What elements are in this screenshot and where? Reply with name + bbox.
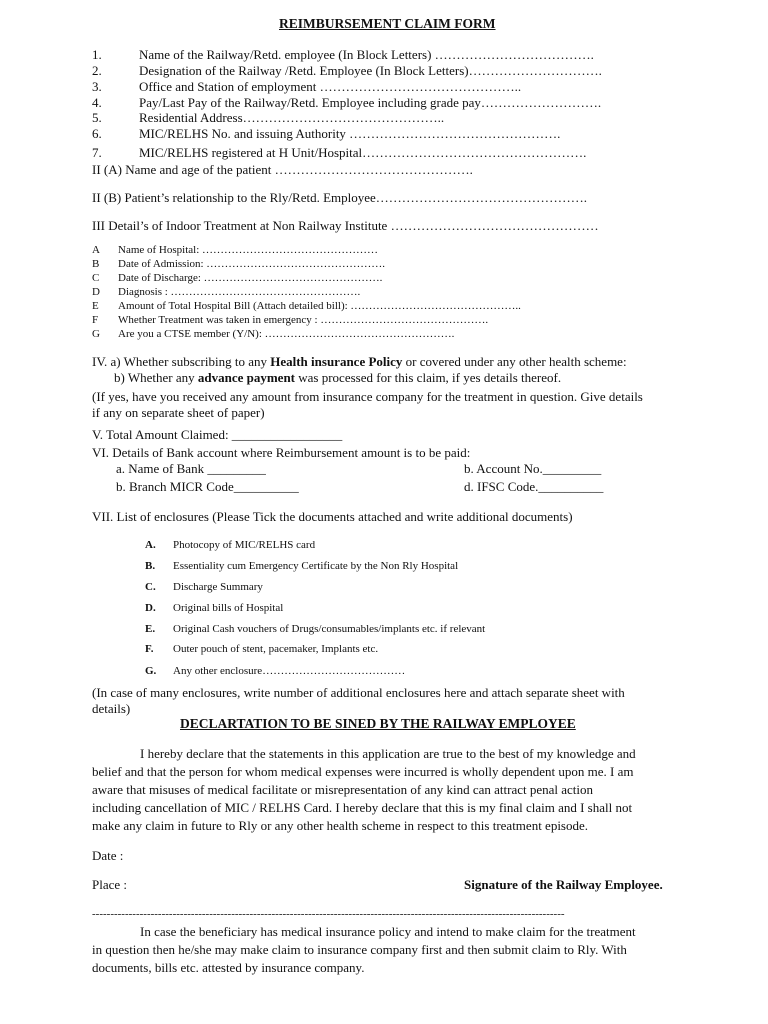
field-account-no: b. Account No._________ [464, 461, 602, 476]
enclosure-letter: F. [145, 643, 154, 655]
enclosure-item: Essentiality cum Emergency Certificate by the Non Rly Hospital [173, 560, 459, 572]
field-patient-relationship: II (B) Patient’s relationship to the Rly/Retd. Employee…………………………………………. [92, 190, 588, 205]
field-designation: Designation of the Railway /Retd. Employee (In Block Letters)…………………………. [139, 63, 602, 78]
declaration-title: DECLARTATION TO BE SINED BY THE RAILWAY EMPLOYEE [180, 716, 576, 731]
item-number: 6. [92, 126, 102, 141]
enclosure-item: Original Cash vouchers of Drugs/consumables/implants etc. if relevant [173, 623, 486, 635]
question-health-insurance [92, 354, 627, 370]
item-number: 2. [92, 63, 102, 78]
field-office-station: Office and Station of employment ……………………………………….. [139, 79, 522, 94]
field-ctse-member: Are you a CTSE member (Y/N): ……………………………………………. [118, 328, 455, 340]
item-letter: D [92, 286, 100, 298]
separator-line: --------------------------------------------------------------------------------------------------------------------------------- [92, 908, 565, 920]
item-letter: F [92, 314, 99, 326]
question-emphasis: advance payment [197, 370, 296, 385]
declaration-line: including cancellation of MIC / RELHS Card. I hereby declare that this is my final claim and I shall not [92, 800, 633, 815]
bank-details-heading: VI. Details of Bank account where Reimbursement amount is to be paid: [92, 445, 471, 460]
enclosure-letter: E. [145, 623, 156, 635]
question-text: IV. a) Whether subscribing to any [92, 354, 271, 369]
field-admission-date: Date of Admission: …………………………………………. [118, 258, 386, 270]
field-total-amount: V. Total Amount Claimed: _________________ [92, 427, 343, 442]
enclosure-letter: A. [145, 539, 156, 551]
enclosures-note: details) [92, 701, 131, 716]
enclosure-letter: C. [145, 581, 156, 593]
item-letter: B [92, 258, 100, 270]
enclosure-item: Photocopy of MIC/RELHS card [173, 539, 316, 551]
date-label: Date : [92, 848, 124, 863]
item-letter: E [92, 300, 99, 312]
field-bank-name: a. Name of Bank _________ [116, 461, 266, 476]
field-mic-registered: MIC/RELHS registered at H Unit/Hospital……………………………………………. [139, 145, 587, 160]
field-hospital-name: Name of Hospital: ………………………………………… [118, 244, 379, 256]
footer-line: documents, bills etc. attested by insurance company. [92, 960, 365, 975]
question-text: b) Whether any [114, 370, 198, 385]
field-diagnosis: Diagnosis : ……………………………………………. [118, 286, 361, 298]
enclosure-letter: D. [145, 602, 156, 614]
question-text: or covered under any other health scheme: [402, 354, 627, 369]
field-residential-address: Residential Address……………………………………….. [139, 110, 445, 125]
enclosure-item: Any other enclosure………………………………… [173, 665, 406, 677]
section-indoor-treatment-heading: III Detail’s of Indoor Treatment at Non Railway Institute ………………………………………… [92, 218, 599, 233]
field-discharge-date: Date of Discharge: …………………………………………. [118, 272, 383, 284]
item-number: 5. [92, 110, 102, 125]
field-pay: Pay/Last Pay of the Railway/Retd. Employee including grade pay………………………. [139, 95, 602, 110]
signature-label: Signature of the Railway Employee. [464, 877, 663, 892]
enclosure-item: Outer pouch of stent, pacemaker, Implants etc. [173, 643, 379, 655]
item-number: 3. [92, 79, 102, 94]
footer-line: in question then he/she may make claim to insurance company first and then submit claim to Rly. With [92, 942, 627, 957]
item-number: 4. [92, 95, 102, 110]
enclosures-note: (In case of many enclosures, write number of additional enclosures here and attach separate sheet with [92, 685, 625, 700]
enclosure-item: Discharge Summary [173, 581, 263, 593]
field-patient-name-age: II (A) Name and age of the patient ………………………………………. [92, 162, 473, 177]
declaration-line: make any claim in future to Rly or any other health scheme in respect to this treatment episode. [92, 818, 589, 833]
item-letter: A [92, 244, 100, 256]
question-emphasis: Health insurance Policy [270, 354, 403, 369]
declaration-line: I hereby declare that the statements in this application are true to the best of my knowledge and [140, 746, 636, 761]
insurance-note: (If yes, have you received any amount from insurance company for the treatment in question. Give details [92, 389, 643, 404]
enclosure-letter: G. [145, 665, 157, 677]
form-title: REIMBURSEMENT CLAIM FORM [279, 16, 496, 31]
field-emergency-treatment: Whether Treatment was taken in emergency : ………………………………………. [118, 314, 489, 326]
item-letter: G [92, 328, 100, 340]
question-advance-payment [114, 370, 561, 386]
enclosure-letter: B. [145, 560, 156, 572]
place-label: Place : [92, 877, 128, 892]
field-total-bill: Amount of Total Hospital Bill (Attach detailed bill): ……………………………………….. [118, 300, 521, 312]
footer-line: In case the beneficiary has medical insurance policy and intend to make claim for the treatment [140, 924, 636, 939]
enclosure-item: Original bills of Hospital [173, 602, 284, 614]
field-employee-name: Name of the Railway/Retd. employee (In Block Letters) ………………………………. [139, 47, 594, 62]
field-micr-code: b. Branch MICR Code__________ [116, 479, 299, 494]
item-number: 7. [92, 145, 102, 160]
declaration-line: belief and that the person for whom medical expenses were incurred is wholly dependent upon me. I am [92, 764, 634, 779]
declaration-line: aware that misuses of medical facilitate or misrepresentation of any kind can attract penal action [92, 782, 594, 797]
insurance-note: if any on separate sheet of paper) [92, 405, 265, 420]
item-number: 1. [92, 47, 102, 62]
enclosures-heading: VII. List of enclosures (Please Tick the documents attached and write additional documents) [92, 509, 573, 524]
field-mic-relhs-no: MIC/RELHS No. and issuing Authority …………………………………………. [139, 126, 561, 141]
question-text: was processed for this claim, if yes details thereof. [295, 370, 562, 385]
item-letter: C [92, 272, 100, 284]
field-ifsc-code: d. IFSC Code.__________ [464, 479, 604, 494]
